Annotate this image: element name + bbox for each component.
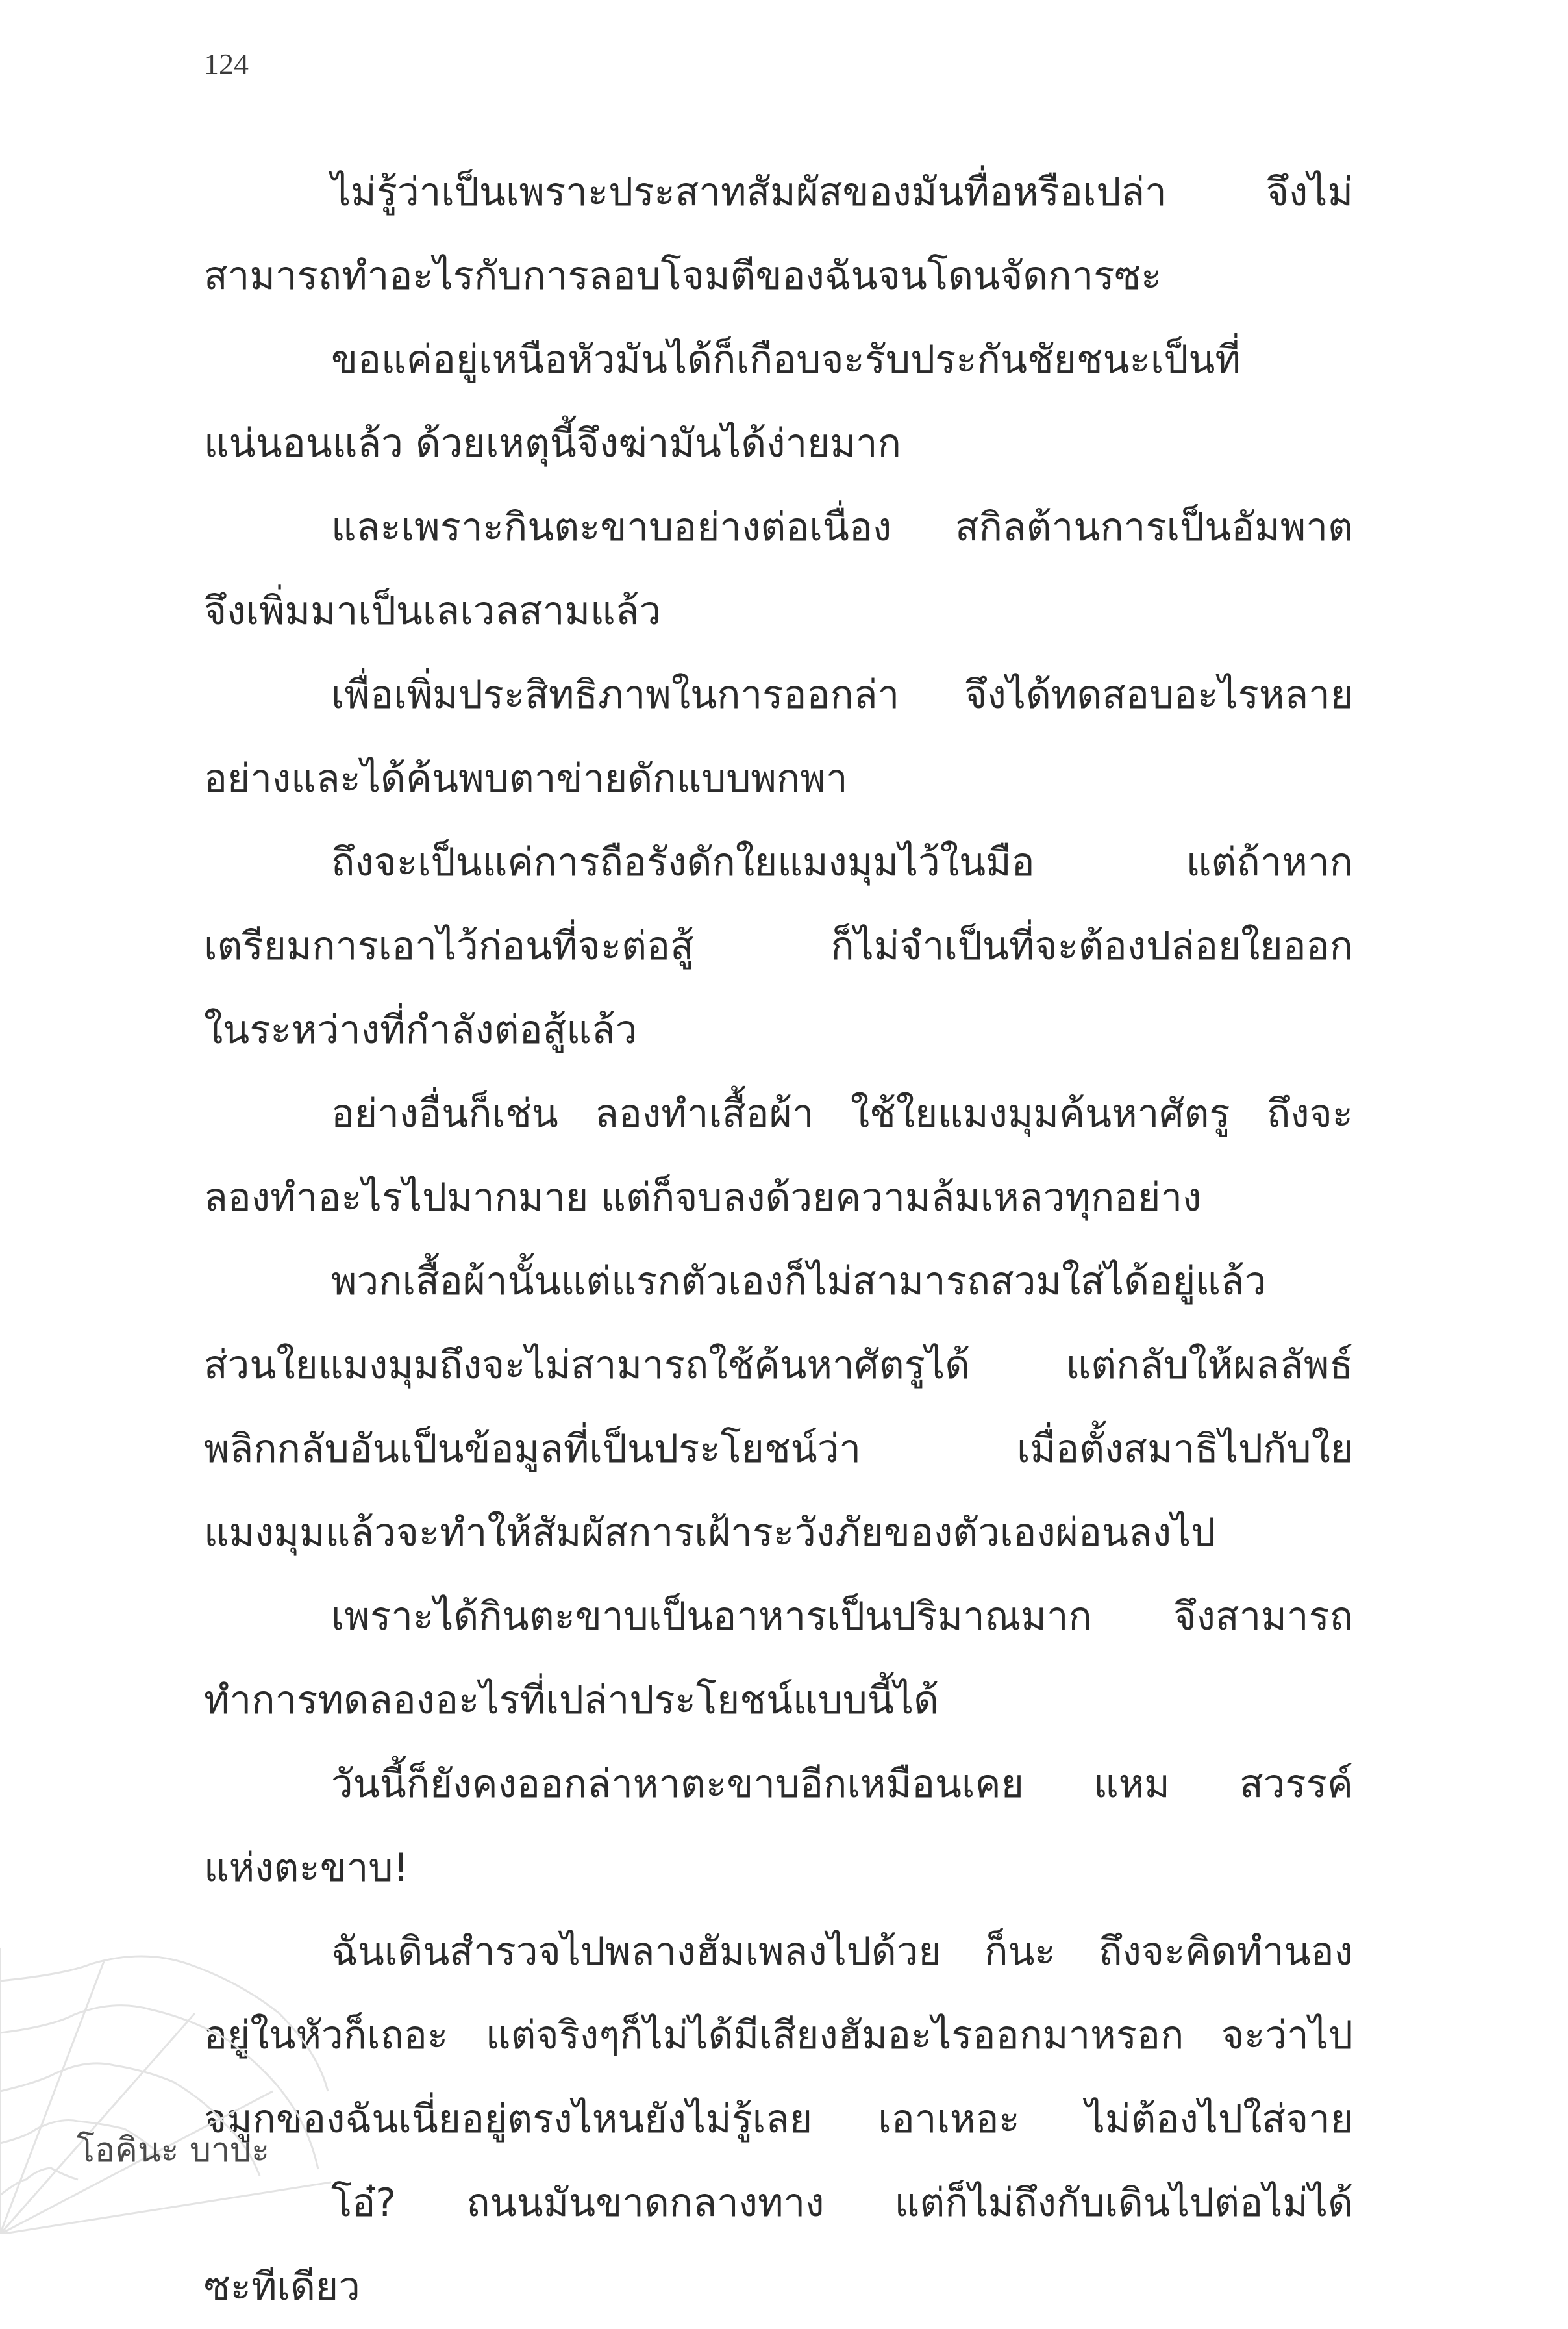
text-line: เตรียมการเอาไว้ก่อนที่จะต่อสู้ ก็ไม่จำเป็นที่จะต้องปล่อยใยออก (204, 924, 1353, 969)
text-line: สามารถทำอะไรกับการลอบโจมตีของฉันจนโดนจัดการซะ (204, 253, 1162, 299)
text-line: พวกเสื้อผ้านั้นแต่แรกตัวเองก็ไม่สามารถสวมใส่ได้อยู่แล้ว (331, 1259, 1267, 1304)
footer-author: โอคินะ บาบะ (77, 2131, 270, 2170)
text-line: ถึงจะเป็นแค่การถือรังดักใยแมงมุมไว้ในมือ แต่ถ้าหาก (331, 840, 1353, 885)
text-line: ทำการทดลองอะไรที่เปล่าประโยชน์แบบนี้ได้ (204, 1678, 940, 1723)
text-line: ในระหว่างที่กำลังต่อสู้แล้ว (204, 1007, 638, 1053)
text-line: เพื่อเพิ่มประสิทธิภาพในการออกล่า จึงได้ทดสอบอะไรหลาย (331, 672, 1353, 718)
text-line: ขอแค่อยู่เหนือหัวมันได้ก็เกือบจะรับประกันชัยชนะเป็นที่ (331, 337, 1241, 383)
text-line: อย่างและได้ค้นพบตาข่ายดักแบบพกพา (204, 756, 848, 801)
text-line: เพราะได้กินตะขาบเป็นอาหารเป็นปริมาณมาก จึงสามารถ (331, 1594, 1353, 1639)
text-line: ลองทำอะไรไปมากมาย แต่ก็จบลงด้วยความล้มเหลวทุกอย่าง (204, 1175, 1202, 1220)
page-number: 124 (204, 47, 249, 81)
text-line: อย่างอื่นก็เช่น ลองทำเสื้อผ้า ใช้ใยแมงมุมค้นหาศัตรู ถึงจะ (331, 1091, 1353, 1137)
text-line: พลิกกลับอันเป็นข้อมูลที่เป็นประโยชน์ว่า เมื่อตั้งสมาธิไปกับใย (204, 1426, 1353, 1472)
text-line: ส่วนใยแมงมุมถึงจะไม่สามารถใช้ค้นหาศัตรูได้ แต่กลับให้ผลลัพธ์ (204, 1342, 1353, 1388)
text-line: จมูกของฉันเนี่ยอยู่ตรงไหนยังไม่รู้เลย เอาเหอะ ไม่ต้องไปใส่จาย (204, 2096, 1353, 2142)
text-line: โอ๋? ถนนมันขาดกลางทาง แต่ก็ไม่ถึงกับเดินไปต่อไม่ได้ (331, 2180, 1353, 2226)
text-line: ไม่รู้ว่าเป็นเพราะประสาทสัมผัสของมันทื่อหรือเปล่า จึงไม่ (331, 170, 1353, 215)
spider-web-decoration (0, 1922, 338, 2234)
text-line: แห่งตะขาบ! (204, 1845, 409, 1891)
text-line: แน่นอนแล้ว ด้วยเหตุนี้จึงฆ่ามันได้ง่ายมาก (204, 421, 901, 466)
text-line: แมงมุมแล้วจะทำให้สัมผัสการเฝ้าระวังภัยของตัวเองผ่อนลงไป (204, 1510, 1216, 1555)
body-text (204, 151, 1353, 2329)
text-line: อยู่ในหัวก็เถอะ แต่จริงๆก็ไม่ได้มีเสียงฮัมอะไรออกมาหรอก จะว่าไป (204, 2013, 1353, 2058)
text-line: วันนี้ก็ยังคงออกล่าหาตะขาบอีกเหมือนเคย แหม สวรรค์ (331, 1761, 1353, 1807)
text-line: จึงเพิ่มมาเป็นเลเวลสามแล้ว (204, 588, 662, 634)
text-line: ฉันเดินสำรวจไปพลางฮัมเพลงไปด้วย ก็นะ ถึงจะคิดทำนอง (331, 1929, 1353, 1974)
text-line: และเพราะกินตะขาบอย่างต่อเนื่อง สกิลต้านการเป็นอัมพาต (331, 505, 1353, 550)
text-line: ซะทีเดียว (204, 2264, 360, 2310)
